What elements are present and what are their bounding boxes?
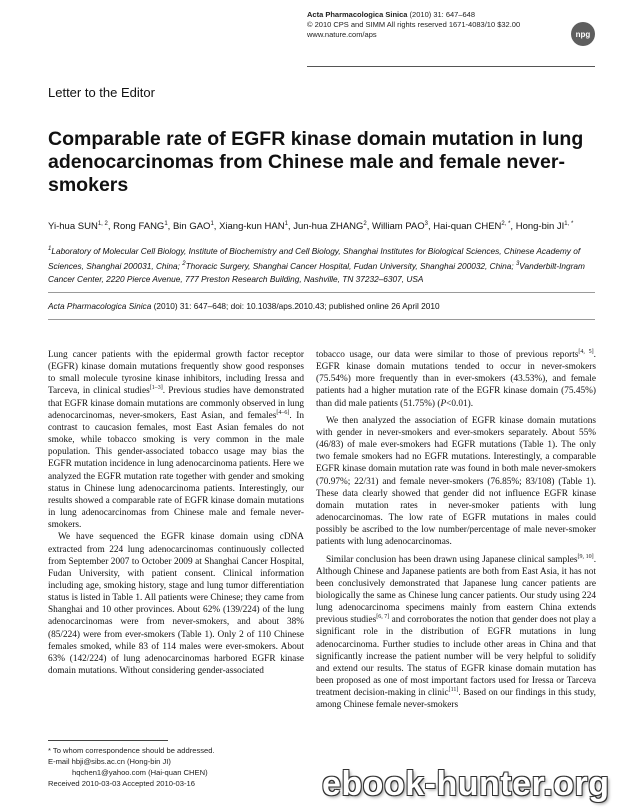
email-line-2: hqchen1@yahoo.com (Hai-quan CHEN) xyxy=(72,768,208,777)
article-citation xyxy=(48,301,593,311)
footnotes xyxy=(48,745,298,789)
body-paragraph xyxy=(48,349,304,531)
reference-citation: [4, 5] xyxy=(578,348,594,355)
affiliation-text: Thoracic Surgery, Shanghai Cancer Hospital, Fudan University, Shanghai 200032, China; xyxy=(185,260,516,271)
email-line-1: E-mail hbji@sibs.ac.cn (Hong-bin JI) xyxy=(48,757,171,766)
author-affiliation-mark: 1 xyxy=(210,221,214,227)
paragraph-text: . EGFR kinase domain mutations tended to occur in never-smokers (75.54%) more frequently than in ever-smokers (43.53%), and female patients had a higher mutation rate of the EGFR kinase domain (75.45%) than did male patients (51.75%) ( xyxy=(316,350,596,409)
affiliations xyxy=(48,243,593,286)
journal-header xyxy=(307,10,567,40)
paragraph-text: and corroborates the notion that gender does not play a significant role in the distribution of EGFR mutations in lung adenocarcinoma. Further studies to include other areas in China and that significantly increase the patient number will be very helpful to solidify and extend our results. The status of EGFR kinase domain mutation has been proposed as one of most important factors used for Iressa or Tarceva treatment decision-making in clinic xyxy=(316,615,597,699)
body-paragraph xyxy=(316,349,596,410)
author xyxy=(48,221,108,232)
author xyxy=(372,221,428,232)
author-affiliation-mark: 2 xyxy=(363,221,367,227)
author-name: Rong FANG xyxy=(113,221,165,233)
reference-citation: [4–6] xyxy=(276,409,290,416)
citation-divider-bottom xyxy=(48,319,595,320)
author xyxy=(516,221,574,232)
body-column-right xyxy=(316,349,596,712)
header-divider xyxy=(307,66,595,67)
author-name: Jun-hua ZHANG xyxy=(293,221,364,233)
paragraph-text: . Based on our findings in this study, among Chinese female never-smokers xyxy=(316,688,596,711)
copyright-line: © 2010 CPS and SIMM All rights reserved 1671-4083/10 $32.00 xyxy=(307,20,521,29)
correspondence-note: * To whom correspondence should be addressed. xyxy=(48,746,215,755)
body-paragraph xyxy=(316,415,596,549)
author-affiliation-mark: 3 xyxy=(424,221,428,227)
author-name: Hong-bin JI xyxy=(515,221,565,233)
paragraph-text: Similar conclusion has been drawn using Japanese clinical samples xyxy=(326,554,578,565)
author-name: Yi-hua SUN xyxy=(48,221,98,233)
author xyxy=(293,221,367,232)
paragraph-text: tobacco usage, our data were similar to those of previous reports xyxy=(316,350,579,360)
affiliation-mark: 2 xyxy=(182,260,186,267)
received-accepted-line: Received 2010-03-03 Accepted 2010-03-16 xyxy=(48,779,195,788)
author-list: Yi-hua SUN$^{1, 2}$, Rong FANG$^1$, Bin GAO$^1$, Xiang-kun HAN$^1$, Jun-hua ZHANG$^2$, William PAO$^3$, Hai-quan $CHEN^{2, *}$, Hong-bin $JI^{1, *}$ xyxy=(48,221,574,233)
author-name: Hai-quan CHEN xyxy=(433,221,502,233)
reference-citation: [1–3] xyxy=(149,385,163,392)
reference-citation: [11] xyxy=(448,687,459,694)
author-affiliation-mark: 2, * xyxy=(501,221,511,227)
citation-details: (2010) 31: 647–648; doi: 10.1038/aps.2010.43; published online 26 April 2010 xyxy=(151,301,440,311)
npg-logo: npg xyxy=(571,22,595,46)
watermark: ebook-hunter.org xyxy=(322,765,610,803)
section-label: Letter to the Editor xyxy=(48,85,155,100)
author xyxy=(433,221,510,232)
body-column-left xyxy=(48,349,304,677)
journal-url[interactable]: www.nature.com/aps xyxy=(307,30,377,39)
body-paragraph xyxy=(316,554,596,712)
journal-issue: (2010) 31: 647–648 xyxy=(407,10,476,19)
article-title: Comparable rate of EGFR kinase domain mutation in lung adenocarcinomas from Chinese male and female never-smokers xyxy=(48,128,584,196)
author xyxy=(219,221,288,232)
author-name: William PAO xyxy=(372,221,425,233)
author-name: Bin GAO xyxy=(172,221,211,233)
footnote-divider xyxy=(48,740,168,741)
citation-journal: Acta Pharmacologica Sinica xyxy=(48,301,152,311)
reference-citation: [6, 7] xyxy=(376,614,390,621)
affiliation-text: Vanderbilt-Ingram Cancer Center, 2220 Pierce Avenue, 777 Preston Research Building, Nashville, TN 37232–6307, USA xyxy=(48,260,585,284)
paragraph-text: Lung cancer patients with the epidermal growth factor receptor (EGFR) kinase domain mutations frequently show good responses to small molecule tyrosine kinase inhibitors, including Iressa and Tarceva, in clinical studies xyxy=(48,350,304,397)
journal-name: Acta Pharmacologica Sinica xyxy=(307,10,408,19)
paragraph-text: We have sequenced the EGFR kinase domain using cDNA extracted from 224 lung adenocarcinomas continuously collected from September 2007 to October 2009 at Shanghai Cancer Hospital, Fudan University, with patient consent. Clinical information including age, smoking history, stage and lung tumor differentiation status is listed in Table 1. All patients were Chinese; they came from Shanghai and 10 other provinces. About 62% (139/224) of the lung adenocarcinomas were from never-smokers, and about 38% (85/224) were from ever-smokers (Table 1). Only 2 of 110 Chinese females smoked, while 83 of 114 males were ever-smokers. About 63% (142/224) of lung adenocarcinomas harbored EGFR kinase domain mutations. Without considering gender-associated xyxy=(48,532,304,677)
journal-citation-line xyxy=(307,10,567,20)
author xyxy=(173,221,214,232)
paragraph-text: . Previous studies have demonstrated that EGFR kinase domain mutations are commonly observed in lung adenocarcinomas, never-smokers, East Asian, and females xyxy=(48,386,304,421)
reference-citation: [9, 10] xyxy=(577,553,594,560)
author-affiliation-mark: 1, * xyxy=(564,221,574,227)
author xyxy=(113,221,168,232)
affiliation-mark: 1 xyxy=(48,246,52,252)
citation-divider-top xyxy=(48,292,595,293)
paragraph-text: <0.01). xyxy=(446,398,474,409)
affiliation-mark: 3 xyxy=(515,260,520,267)
paragraph-text: . Although Chinese and Japanese patients are both from East Asia, it has not been conclusively demonstrated that Japanese lung cancer patients are biologically the same as Chinese lung cancer patients. Our study using 224 lung adenocarcinoma specimens mainly from eastern China extends previous studies xyxy=(316,554,597,626)
affiliation-text: Laboratory of Molecular Cell Biology, Institute of Biochemistry and Cell Biology, Shanghai Institutes for Biological Sciences, Chinese Academy of Sciences, Shanghai 200031, China; xyxy=(48,245,581,271)
body-paragraph xyxy=(48,531,304,677)
italic-text: P xyxy=(440,398,447,409)
paragraph-text: . In contrast to caucasion females, most East Asian females do not smoke, while tobacco smoking is very common in the male population. This gender-associated tobacco usage may bias the EGFR mutation incidence in lung adenocarcinoma patients. Here we analyzed the EGFR mutation rate together with gender and smoking status in Chinese lung adenocarcinoma patients. Interestingly, our results showed a comparable rate of EGFR kinase domain mutations in lung adenocarcinomas from Chinese male and female never-smokers. xyxy=(48,410,304,531)
author-name: Xiang-kun HAN xyxy=(219,221,285,233)
author-affiliation-mark: 1, 2 xyxy=(97,221,108,227)
paragraph-text: We then analyzed the association of EGFR kinase domain mutations with gender in never-smokers and ever-smokers separately. About 55% (46/83) of male ever-smokers had EGFR mutations (Table 1). The only two female smokers had no EGFR mutations. Interestingly, a comparable EGFR kinase domain mutation rate was found in both male never-smokers (70.97%; 22/31) and female never-smokers (76.85%; 83/108) (Table 1). These data clearly showed that gender did not influence EGFR kinase domain mutation rates in never-smoker patients with lung adenocarcinomas. The low rate of EGFR mutations in males could possibly be ascribed to the low number/percentage of male never-smoker patients with lung adenocarcinomas. xyxy=(316,415,596,548)
author-affiliation-mark: 1 xyxy=(164,221,168,227)
author-affiliation-mark: 1 xyxy=(284,221,288,227)
